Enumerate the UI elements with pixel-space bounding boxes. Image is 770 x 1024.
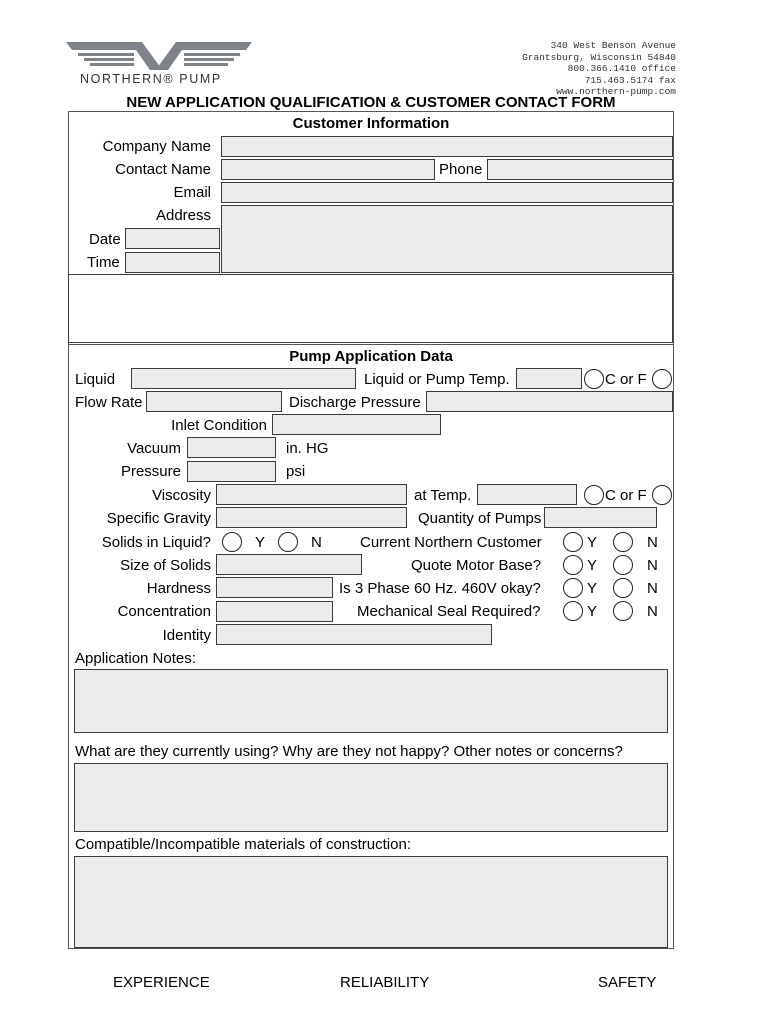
vacuum-label: Vacuum [127, 440, 181, 457]
viscosity-fahrenheit-radio[interactable] [652, 485, 672, 505]
three-phase-yes-radio[interactable] [563, 578, 583, 598]
three-phase-no-radio[interactable] [613, 578, 633, 598]
application-notes-label: Application Notes: [75, 650, 196, 667]
address-street: 340 West Benson Avenue [550, 40, 676, 51]
footer-experience: EXPERIENCE [113, 974, 210, 991]
in-hg-unit: in. HG [286, 440, 329, 457]
solids-yes-label: Y [255, 534, 266, 551]
size-of-solids-field[interactable] [216, 554, 362, 575]
hardness-field[interactable] [216, 577, 333, 598]
flow-rate-label: Flow Rate [75, 394, 143, 411]
phone-label: Phone [439, 161, 483, 178]
date-label: Date [89, 231, 121, 248]
footer-reliability: RELIABILITY [340, 974, 430, 991]
address-label: Address [155, 207, 211, 224]
mechanical-seal-no-radio[interactable] [613, 601, 633, 621]
viscosity-label: Viscosity [152, 487, 211, 504]
phone-field[interactable] [487, 159, 673, 180]
concentration-label: Concentration [117, 603, 211, 620]
vacuum-field[interactable] [187, 437, 276, 458]
viscosity-c-or-f-label: C or F [605, 487, 647, 504]
company-name-field[interactable] [221, 136, 673, 157]
current-usage-field[interactable] [74, 763, 668, 832]
materials-label: Compatible/Incompatible materials of construction: [75, 836, 411, 853]
psi-unit: psi [286, 463, 306, 480]
pressure-label: Pressure [120, 463, 181, 480]
inlet-condition-label: Inlet Condition [171, 417, 267, 434]
company-name: NORTHERN® PUMP [80, 72, 222, 86]
form-title: NEW APPLICATION QUALIFICATION & CUSTOMER CONTACT FORM [126, 94, 616, 111]
current-customer-label: Current Northern Customer [360, 534, 542, 551]
email-field[interactable] [221, 182, 673, 203]
discharge-pressure-label: Discharge Pressure [289, 394, 421, 411]
mechanical-seal-yes-radio[interactable] [563, 601, 583, 621]
address-website: www.northern-pump.com [556, 86, 676, 97]
specific-gravity-field[interactable] [216, 507, 407, 528]
current-customer-yes-radio[interactable] [563, 532, 583, 552]
liquid-temp-field[interactable] [516, 368, 582, 389]
inlet-condition-field[interactable] [272, 414, 441, 435]
wing-logo-icon [64, 40, 254, 72]
solids-yes-radio[interactable] [222, 532, 242, 552]
pump-data-header: Pump Application Data [289, 348, 453, 365]
contact-name-field[interactable] [221, 159, 435, 180]
solids-no-radio[interactable] [278, 532, 298, 552]
footer-safety: SAFETY [598, 974, 657, 991]
current-customer-no-radio[interactable] [613, 532, 633, 552]
c-or-f-label: C or F [605, 371, 647, 388]
contact-name-label: Contact Name [115, 161, 211, 178]
materials-field[interactable] [74, 856, 668, 948]
date-field[interactable] [125, 228, 220, 249]
customer-info-header: Customer Information [292, 115, 450, 132]
size-of-solids-label: Size of Solids [120, 557, 211, 574]
pressure-field[interactable] [187, 461, 276, 482]
address-field[interactable] [221, 205, 673, 273]
fahrenheit-radio[interactable] [652, 369, 672, 389]
current-customer-yes-label: Y [587, 534, 598, 551]
motor-base-no-radio[interactable] [613, 555, 633, 575]
mechanical-seal-label: Mechanical Seal Required? [357, 603, 541, 620]
three-phase-no-label: N [647, 580, 658, 597]
concentration-field[interactable] [216, 601, 333, 622]
liquid-label: Liquid [75, 371, 116, 388]
customer-notes-field[interactable] [68, 274, 673, 343]
section-divider [68, 344, 674, 345]
motor-base-yes-label: Y [587, 557, 598, 574]
motor-base-yes-radio[interactable] [563, 555, 583, 575]
hardness-label: Hardness [146, 580, 211, 597]
address-fax: 715.463.5174 fax [584, 74, 676, 86]
mechanical-seal-yes-label: Y [587, 603, 598, 620]
solids-in-liquid-label: Solids in Liquid? [101, 534, 211, 551]
current-customer-no-label: N [647, 534, 658, 551]
celsius-radio[interactable] [584, 369, 604, 389]
liquid-field[interactable] [131, 368, 356, 389]
motor-base-no-label: N [647, 557, 658, 574]
time-label: Time [87, 254, 120, 271]
liquid-temp-label: Liquid or Pump Temp. [364, 371, 510, 388]
three-phase-yes-label: Y [587, 580, 598, 597]
company-name-label: Company Name [102, 138, 211, 155]
solids-no-label: N [311, 534, 322, 551]
company-logo [64, 40, 254, 92]
company-address [522, 40, 676, 98]
email-label: Email [173, 184, 211, 201]
viscosity-temp-field[interactable] [477, 484, 577, 505]
discharge-pressure-field[interactable] [426, 391, 673, 412]
application-notes-field[interactable] [74, 669, 668, 733]
viscosity-field[interactable] [216, 484, 407, 505]
identity-label: Identity [162, 627, 211, 644]
address-city: Grantsburg, Wisconsin 54840 [522, 51, 676, 63]
at-temp-label: at Temp. [414, 487, 472, 504]
quantity-of-pumps-field[interactable] [544, 507, 657, 528]
address-phone: 800.366.1410 office [567, 63, 676, 74]
specific-gravity-label: Specific Gravity [106, 510, 211, 527]
flow-rate-field[interactable] [146, 391, 282, 412]
quote-motor-base-label: Quote Motor Base? [411, 557, 542, 574]
viscosity-celsius-radio[interactable] [584, 485, 604, 505]
identity-field[interactable] [216, 624, 492, 645]
time-field[interactable] [125, 252, 220, 273]
quantity-of-pumps-label: Quantity of Pumps [418, 510, 542, 527]
current-usage-label: What are they currently using? Why are they not happy? Other notes or concerns? [75, 743, 623, 760]
three-phase-label: Is 3 Phase 60 Hz. 460V okay? [339, 580, 541, 597]
mechanical-seal-no-label: N [647, 603, 658, 620]
